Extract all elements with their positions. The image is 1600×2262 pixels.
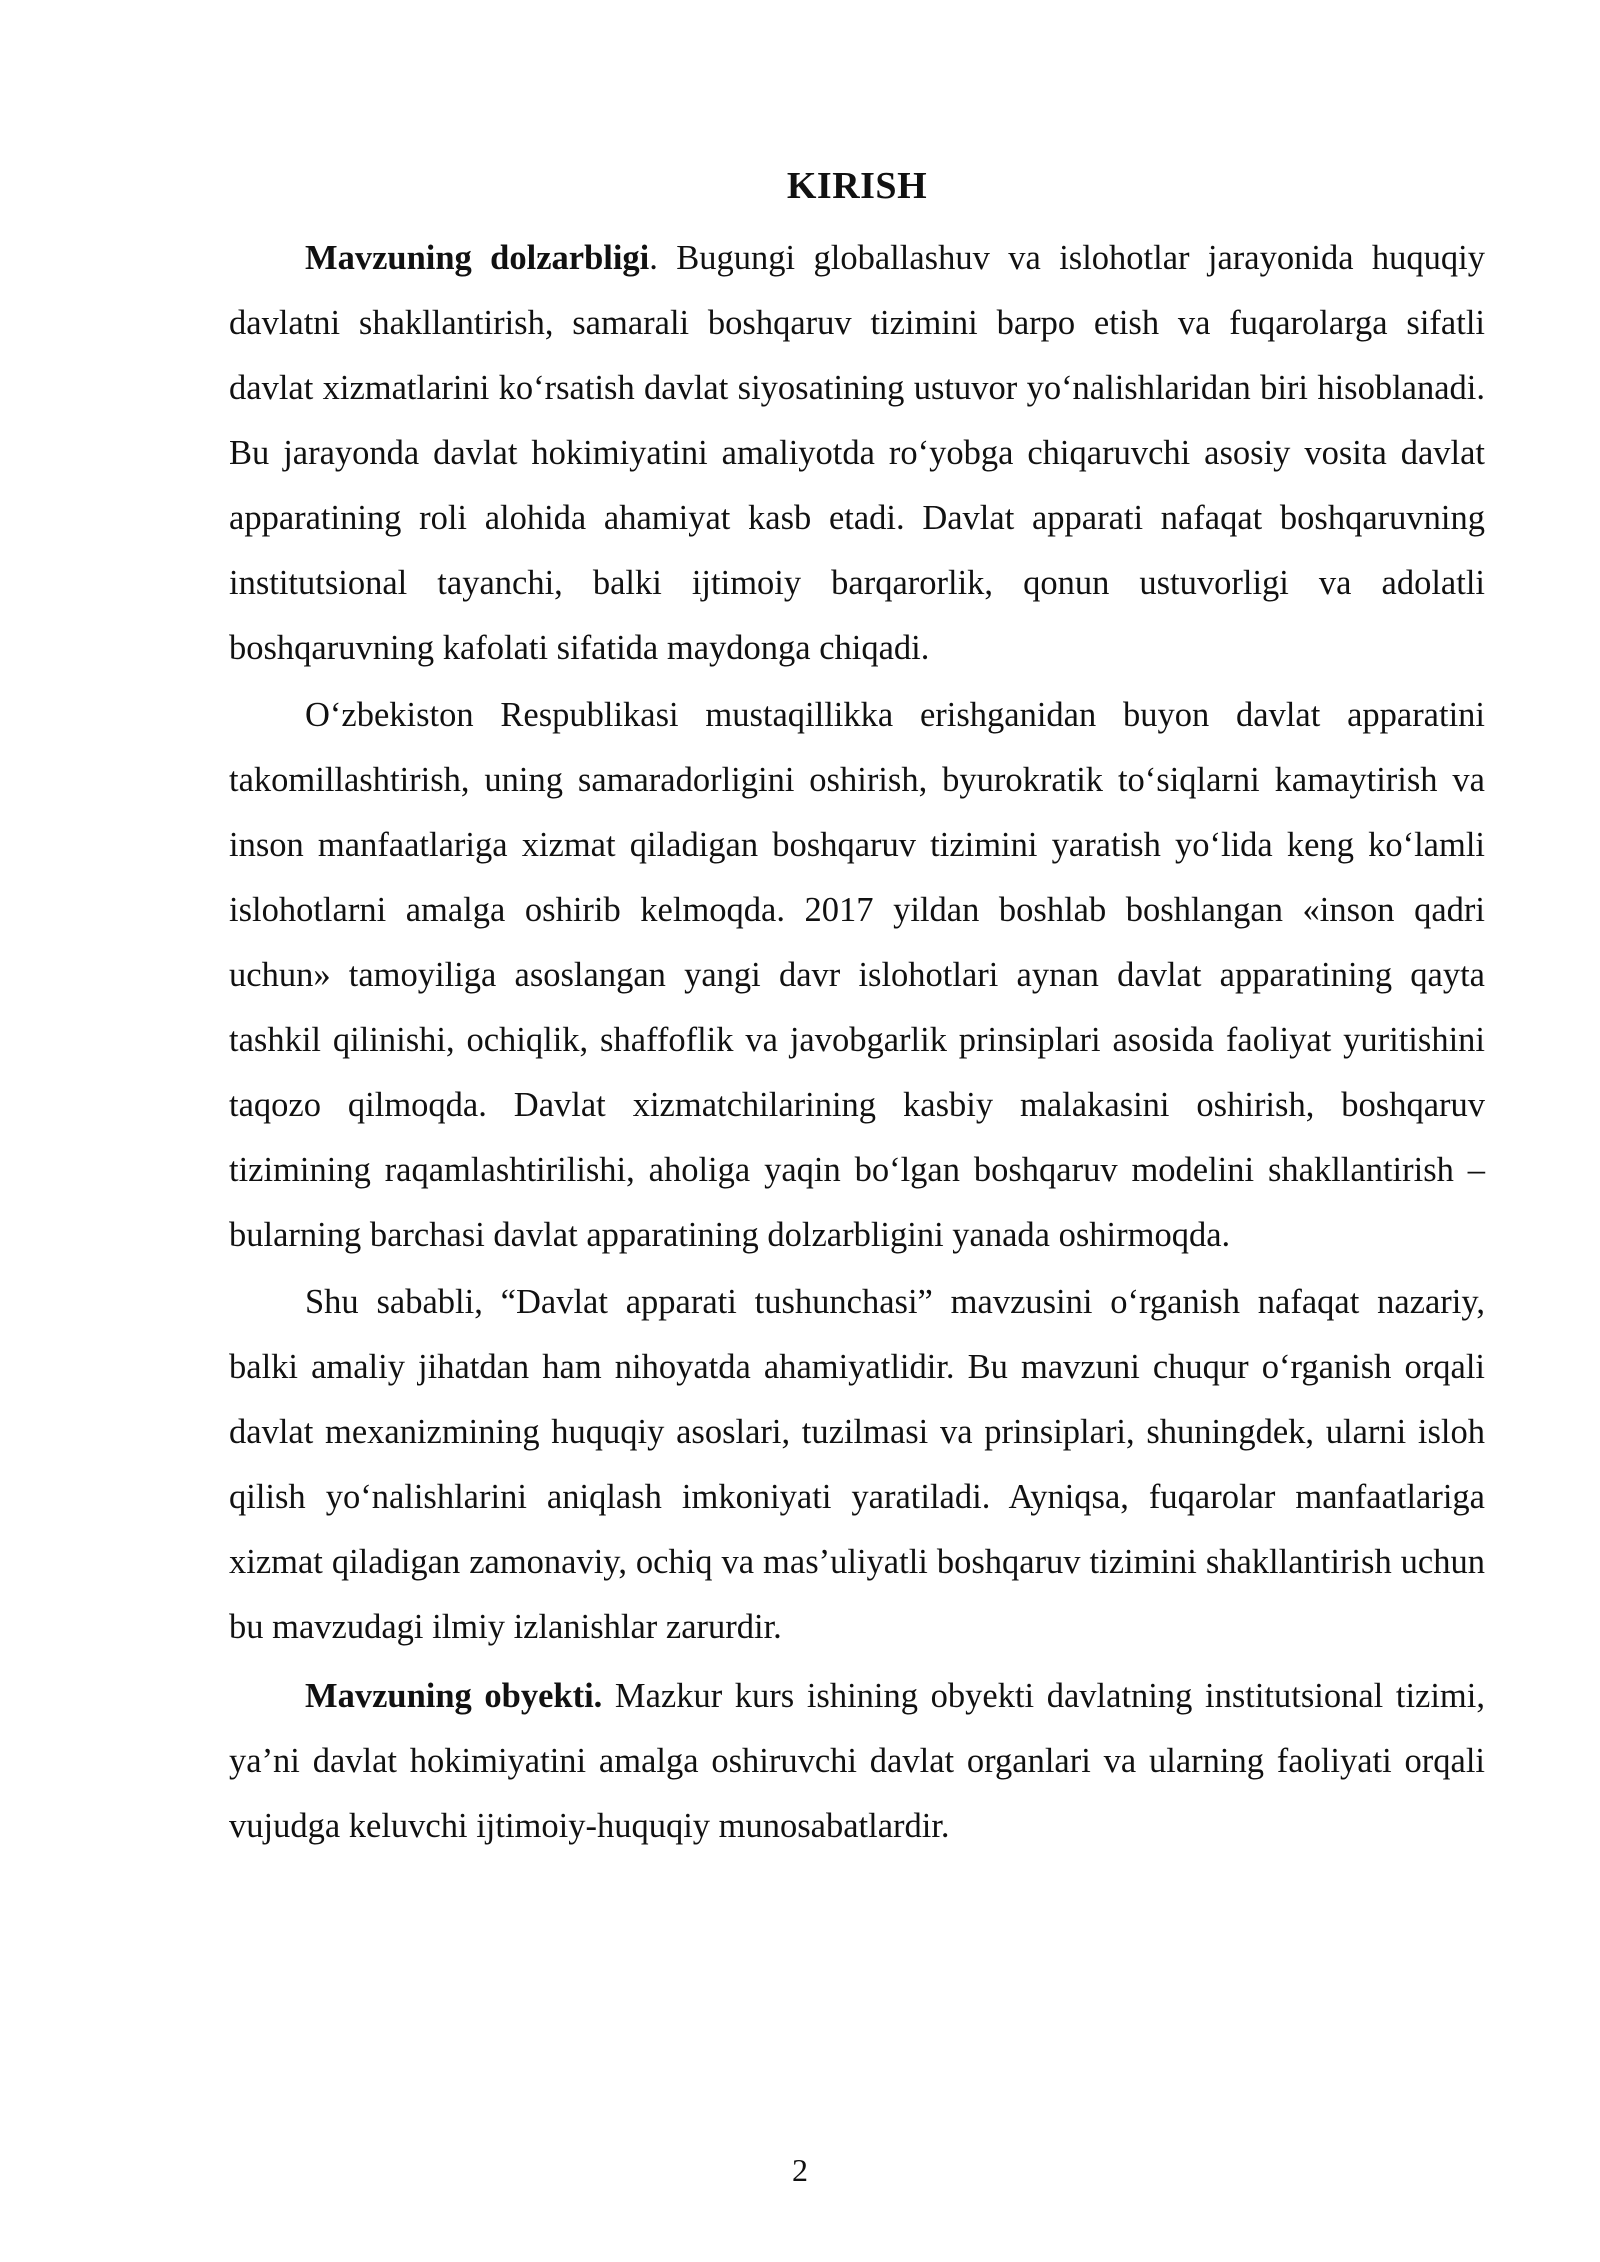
paragraph-object <box>229 1664 1485 1859</box>
paragraph-text-relevance: . Bugungi globallashuv va islohotlar jarayonida huquqiy davlatni shakllantirish, samarali boshqaruv tizimini barpo etish va fuqarolarga sifatli davlat xizmatlarini koʻrsatish davlat siyosatining ustuvor yoʻnalishlaridan biri hisoblanadi. Bu jarayonda davlat hokimiyatini amaliyotda roʻyobga chiqaruvchi asosiy vosita davlat apparatining roli alohida ahamiyat kasb etadi. Davlat apparati nafaqat boshqaruvning institutsional tayanchi, balki ijtimoiy barqarorlik, qonun ustuvorligi va adolatli boshqaruvning kafolati sifatida maydonga chiqadi. <box>229 239 1485 667</box>
paragraph-importance <box>229 1270 1485 1660</box>
section-title: KIRISH <box>786 165 928 207</box>
paragraph-lead-relevance: Mavzuning dolzarbligi <box>305 239 650 277</box>
paragraph-reforms <box>229 683 1485 1268</box>
paragraph-text-reforms: Oʻzbekiston Respublikasi mustaqillikka erishganidan buyon davlat apparatini takomillashtirish, uning samaradorligini oshirish, byurokratik toʻsiqlarni kamaytirish va inson manfaatlariga xizmat qiladigan boshqaruv tizimini yaratish yoʻlida keng koʻlamli islohotlarni amalga oshirib kelmoqda. 2017 yildan boshlab boshlangan «inson qadri uchun» tamoyiliga asoslangan yangi davr islohotlari aynan davlat apparatining qayta tashkil qilinishi, ochiqlik, shaffoflik va javobgarlik prinsiplari asosida faoliyat yuritishini taqozo qilmoqda. Davlat xizmatchilarining kasbiy malakasini oshirish, boshqaruv tizimining raqamlashtirilishi, aholiga yaqin boʻlgan boshqaruv modelini shakllantirish – bularning barchasi davlat apparatining dolzarbligini yanada oshirmoqda. <box>229 696 1485 1254</box>
paragraph-text-object: Mazkur kurs ishining obyekti davlatning institutsional tizimi, ya’ni davlat hokimiyatini amalga oshiruvchi davlat organlari va ularning faoliyati orqali vujudga keluvchi ijtimoiy-huquqiy munosabatlardir. <box>229 1677 1485 1845</box>
page-number: 2 <box>792 2152 808 2188</box>
paragraph-relevance <box>229 226 1485 681</box>
paragraph-lead-object: Mavzuning obyekti. <box>305 1677 603 1715</box>
paragraph-text-importance: Shu sababli, “Davlat apparati tushunchasi” mavzusini oʻrganish nafaqat nazariy, balki amaliy jihatdan ham nihoyatda ahamiyatlidir. Bu mavzuni chuqur oʻrganish orqali davlat mexanizmining huquqiy asoslari, tuzilmasi va prinsiplari, shuningdek, ularni isloh qilish yoʻnalishlarini aniqlash imkoniyati yaratiladi. Ayniqsa, fuqarolar manfaatlariga xizmat qiladigan zamonaviy, ochiq va mas’uliyatli boshqaruv tizimini shakllantirish uchun bu mavzudagi ilmiy izlanishlar zarurdir. <box>229 1283 1485 1646</box>
page-body <box>229 160 1485 1861</box>
